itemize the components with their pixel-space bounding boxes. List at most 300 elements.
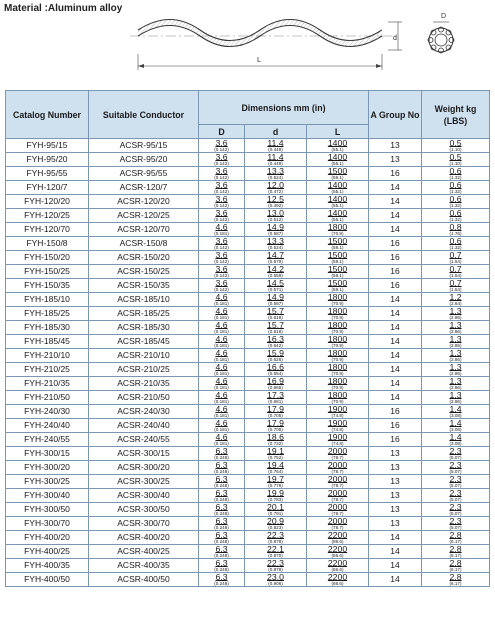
catalog-number: FYH-185/30: [6, 321, 89, 335]
dim-d-value: 20.9: [267, 516, 284, 526]
dim-L: [307, 237, 369, 251]
d-dimension-label: d: [393, 35, 397, 42]
dim-D-value: 4.6: [215, 334, 228, 344]
weight-inch: (5.07): [449, 525, 462, 530]
dim-D: [199, 503, 245, 517]
weight-value: 1.3: [449, 376, 462, 386]
dim-L: [307, 559, 369, 573]
weight: [422, 517, 490, 531]
dim-D-value: 3.6: [215, 278, 228, 288]
table-row: [6, 139, 490, 153]
dim-d-inch: (0.579): [268, 259, 283, 264]
dim-L-value: 1800: [327, 362, 348, 372]
catalog-number: FYH-240/30: [6, 405, 89, 419]
weight: [422, 461, 490, 475]
catalog-number: FYH-210/35: [6, 377, 89, 391]
dim-d: [245, 279, 307, 293]
table-row: [6, 279, 490, 293]
table-body: [6, 139, 490, 587]
conductor: ACSR-240/55: [89, 433, 199, 447]
conductor: ACSR-210/50: [89, 391, 199, 405]
specification-table: [5, 90, 490, 587]
dim-D-value: 4.6: [215, 320, 228, 330]
dim-L: [307, 349, 369, 363]
weight: [422, 335, 490, 349]
dim-D: [199, 391, 245, 405]
table-row: [6, 321, 490, 335]
catalog-number: FYH-185/45: [6, 335, 89, 349]
catalog-number: FYH-150/25: [6, 265, 89, 279]
weight-value: 0.7: [449, 278, 462, 288]
dim-D: [199, 321, 245, 335]
D-header: D: [199, 125, 245, 139]
dim-L: [307, 167, 369, 181]
dim-d-inch: (0.512): [268, 217, 283, 222]
group-number: 13: [369, 475, 422, 489]
dim-D-value: 6.3: [215, 544, 228, 554]
dim-L-inch: (74.8): [331, 413, 344, 418]
conductor: ACSR-120/70: [89, 223, 199, 237]
dim-D-inch: (0.142): [214, 273, 229, 278]
dimensions-header: Dimensions mm (in): [199, 91, 369, 125]
dim-D: [199, 489, 245, 503]
dim-D-inch: (0.248): [214, 581, 229, 586]
L-header: L: [307, 125, 369, 139]
helical-rod-drawing: [130, 10, 410, 78]
dim-d-inch: (0.776): [268, 483, 283, 488]
dim-D: [199, 237, 245, 251]
dim-d: [245, 223, 307, 237]
table-row: [6, 447, 490, 461]
dim-L-inch: (70.9): [331, 357, 344, 362]
weight-inch: (2.86): [449, 315, 462, 320]
dim-d: [245, 433, 307, 447]
weight: [422, 265, 490, 279]
weight-value: 2.3: [449, 502, 462, 512]
weight: [422, 419, 490, 433]
dim-D: [199, 377, 245, 391]
dim-D-inch: (0.181): [214, 315, 229, 320]
dim-L: [307, 251, 369, 265]
dim-d: [245, 209, 307, 223]
dim-d: [245, 545, 307, 559]
weight: [422, 321, 490, 335]
dim-L-inch: (70.9): [331, 385, 344, 390]
dim-L-value: 1400: [327, 194, 348, 204]
dim-L: [307, 517, 369, 531]
dim-d-value: 16.3: [267, 334, 284, 344]
dim-D-inch: (0.181): [214, 441, 229, 446]
dim-d-inch: (0.472): [268, 189, 283, 194]
weight-inch: (1.32): [449, 203, 462, 208]
dim-d-value: 17.9: [267, 418, 284, 428]
weight-inch: (1.76): [449, 231, 462, 236]
weight-value: 2.8: [449, 558, 462, 568]
dim-L-inch: (70.9): [331, 329, 344, 334]
dim-L-value: 2000: [327, 474, 348, 484]
dim-L-value: 2200: [327, 572, 348, 582]
dim-d-inch: (0.449): [268, 161, 283, 166]
dim-L-inch: (55.1): [331, 161, 344, 166]
catalog-number: FYH-150/35: [6, 279, 89, 293]
dim-d-value: 23.0: [267, 572, 284, 582]
group-number: 16: [369, 251, 422, 265]
dim-L-inch: (70.9): [331, 399, 344, 404]
weight-inch: (1.32): [449, 217, 462, 222]
dim-d-inch: (0.732): [268, 441, 283, 446]
dim-d-value: 16.6: [267, 362, 284, 372]
catalog-number: FYH-300/25: [6, 475, 89, 489]
catalog-number: FYH-400/50: [6, 573, 89, 587]
dim-d: [245, 447, 307, 461]
dim-L-inch: (78.7): [331, 469, 344, 474]
weight: [422, 167, 490, 181]
dim-d-inch: (0.642): [268, 343, 283, 348]
weight-inch: (2.86): [449, 329, 462, 334]
group-number: 14: [369, 335, 422, 349]
catalog-number: FYH-95/55: [6, 167, 89, 181]
weight-inch: (6.17): [449, 581, 462, 586]
dim-d: [245, 475, 307, 489]
conductor: ACSR-210/35: [89, 377, 199, 391]
weight-value: 2.3: [449, 488, 462, 498]
catalog-number: FYH-300/15: [6, 447, 89, 461]
weight-value: 0.7: [449, 250, 462, 260]
weight-value: 2.8: [449, 572, 462, 582]
catalog-number: FYH-400/35: [6, 559, 89, 573]
weight-value: 0.5: [449, 138, 462, 148]
dim-D-value: 4.6: [215, 404, 228, 414]
table-row: [6, 391, 490, 405]
weight: [422, 181, 490, 195]
dim-D: [199, 461, 245, 475]
conductor: ACSR-95/55: [89, 167, 199, 181]
group-number: 14: [369, 223, 422, 237]
dim-D-inch: (0.248): [214, 511, 229, 516]
catalog-number: FYH-240/40: [6, 419, 89, 433]
dim-D: [199, 279, 245, 293]
weight: [422, 405, 490, 419]
dim-d-value: 11.4: [267, 138, 284, 148]
dim-D-inch: (0.142): [214, 245, 229, 250]
dim-d: [245, 181, 307, 195]
dim-D-inch: (0.181): [214, 357, 229, 362]
dim-L: [307, 433, 369, 447]
weight-value: 1.3: [449, 334, 462, 344]
dim-d: [245, 377, 307, 391]
catalog-number: FYH-185/25: [6, 307, 89, 321]
dim-d-inch: (0.449): [268, 147, 283, 152]
dim-d: [245, 167, 307, 181]
dim-D: [199, 139, 245, 153]
dim-D-inch: (0.181): [214, 231, 229, 236]
weight-value: 1.4: [449, 432, 462, 442]
dim-L-value: 1500: [327, 250, 348, 260]
dim-d-inch: (0.823): [268, 525, 283, 530]
catalog-number: FYH-300/70: [6, 517, 89, 531]
dim-d-inch: (0.870): [268, 553, 283, 558]
weight: [422, 531, 490, 545]
table-row: [6, 419, 490, 433]
dim-d: [245, 531, 307, 545]
weight-inch: (2.86): [449, 343, 462, 348]
dim-D-value: 4.6: [215, 418, 228, 428]
dim-D: [199, 447, 245, 461]
table-row: [6, 335, 490, 349]
weight-value: 1.2: [449, 292, 462, 302]
group-number: 13: [369, 503, 422, 517]
dim-d-inch: (0.626): [268, 357, 283, 362]
weight-inch: (5.07): [449, 511, 462, 516]
dim-L: [307, 475, 369, 489]
table-row: [6, 377, 490, 391]
dim-L-value: 1800: [327, 390, 348, 400]
catalog-number: FYH-120/20: [6, 195, 89, 209]
dim-D: [199, 153, 245, 167]
dim-L-inch: (78.7): [331, 483, 344, 488]
weight-header: Weight kg (LBS): [422, 91, 490, 139]
conductor: ACSR-120/7: [89, 181, 199, 195]
conductor: ACSR-95/15: [89, 139, 199, 153]
table-row: [6, 503, 490, 517]
dim-L-value: 1800: [327, 320, 348, 330]
dim-d-inch: (0.783): [268, 497, 283, 502]
conductor: ACSR-185/45: [89, 335, 199, 349]
dim-d: [245, 517, 307, 531]
dim-D-inch: (0.142): [214, 259, 229, 264]
conductor: ACSR-400/35: [89, 559, 199, 573]
dim-L-inch: (70.9): [331, 371, 344, 376]
dim-L-value: 1900: [327, 418, 348, 428]
dim-L: [307, 461, 369, 475]
dim-d-value: 11.4: [267, 152, 284, 162]
table-row: [6, 265, 490, 279]
conductor: ACSR-120/25: [89, 209, 199, 223]
dim-L-inch: (86.6): [331, 539, 344, 544]
dim-d-inch: (0.681): [268, 399, 283, 404]
dim-L-inch: (78.7): [331, 511, 344, 516]
weight-value: 2.3: [449, 516, 462, 526]
conductor: ACSR-300/20: [89, 461, 199, 475]
dim-D: [199, 195, 245, 209]
conductor: ACSR-240/30: [89, 405, 199, 419]
dim-L-inch: (70.9): [331, 231, 344, 236]
dim-L-inch: (86.6): [331, 581, 344, 586]
dim-L: [307, 545, 369, 559]
dim-L-inch: (86.6): [331, 553, 344, 558]
dim-D-value: 6.3: [215, 516, 228, 526]
dim-d: [245, 503, 307, 517]
dim-D-inch: (0.181): [214, 413, 229, 418]
dim-D: [199, 209, 245, 223]
group-number: 16: [369, 279, 422, 293]
dim-L-inch: (55.1): [331, 217, 344, 222]
group-number: 14: [369, 181, 422, 195]
dim-d-value: 14.9: [267, 292, 284, 302]
table-row: [6, 363, 490, 377]
weight-inch: (2.86): [449, 399, 462, 404]
dim-L-value: 2200: [327, 544, 348, 554]
weight-inch: (6.17): [449, 539, 462, 544]
dim-d: [245, 363, 307, 377]
group-number: 14: [369, 573, 422, 587]
dim-D-value: 6.3: [215, 530, 228, 540]
conductor: ACSR-120/20: [89, 195, 199, 209]
table-row: [6, 573, 490, 587]
group-number: 16: [369, 405, 422, 419]
weight-value: 2.8: [449, 544, 462, 554]
conductor: ACSR-300/25: [89, 475, 199, 489]
dim-L: [307, 265, 369, 279]
catalog-number: FYH-120/25: [6, 209, 89, 223]
table-row: [6, 405, 490, 419]
dim-L-value: 2000: [327, 502, 348, 512]
table-row: [6, 475, 490, 489]
dim-L-value: 1800: [327, 334, 348, 344]
conductor: ACSR-150/35: [89, 279, 199, 293]
dim-D: [199, 349, 245, 363]
dim-L-value: 1900: [327, 432, 348, 442]
dim-d-value: 14.5: [267, 278, 284, 288]
weight: [422, 307, 490, 321]
weight: [422, 545, 490, 559]
dim-D-value: 3.6: [215, 180, 228, 190]
conductor: ACSR-95/20: [89, 153, 199, 167]
weight: [422, 391, 490, 405]
dim-D-value: 3.6: [215, 138, 228, 148]
dim-D-inch: (0.181): [214, 343, 229, 348]
dim-L-inch: (59.1): [331, 273, 344, 278]
group-number: 13: [369, 447, 422, 461]
dim-L-value: 1400: [327, 180, 348, 190]
weight-value: 0.6: [449, 236, 462, 246]
dim-D-value: 6.3: [215, 488, 228, 498]
dim-D-value: 6.3: [215, 460, 228, 470]
dim-D-value: 4.6: [215, 348, 228, 358]
dim-L-value: 2200: [327, 558, 348, 568]
dim-L: [307, 363, 369, 377]
weight-inch: (2.64): [449, 301, 462, 306]
weight-value: 1.3: [449, 306, 462, 316]
dim-L: [307, 195, 369, 209]
dim-d-value: 22.3: [267, 530, 284, 540]
dim-D-inch: (0.248): [214, 553, 229, 558]
catalog-number: FYH-400/20: [6, 531, 89, 545]
conductor: ACSR-300/40: [89, 489, 199, 503]
weight-value: 1.3: [449, 362, 462, 372]
weight: [422, 223, 490, 237]
weight-inch: (1.54): [449, 259, 462, 264]
group-number: 14: [369, 307, 422, 321]
catalog-number: FYH-95/20: [6, 153, 89, 167]
dim-L: [307, 335, 369, 349]
dim-D-value: 6.3: [215, 558, 228, 568]
weight: [422, 195, 490, 209]
dim-D-value: 4.6: [215, 306, 228, 316]
weight-value: 0.5: [449, 152, 462, 162]
dim-D-inch: (0.248): [214, 455, 229, 460]
dim-D-inch: (0.248): [214, 469, 229, 474]
dim-L-value: 1500: [327, 166, 348, 176]
dim-d: [245, 307, 307, 321]
dim-D-value: 3.6: [215, 166, 228, 176]
conductor-header: Suitable Conductor: [89, 91, 199, 139]
dim-d-value: 13.0: [267, 208, 284, 218]
dim-D-inch: (0.142): [214, 175, 229, 180]
dim-d-inch: (0.791): [268, 511, 283, 516]
dim-L-inch: (55.1): [331, 203, 344, 208]
dim-L-value: 2000: [327, 460, 348, 470]
dim-L-inch: (59.1): [331, 287, 344, 292]
dim-D: [199, 363, 245, 377]
catalog-number: FYH-210/25: [6, 363, 89, 377]
dim-D-value: 6.3: [215, 474, 228, 484]
weight-inch: (5.07): [449, 497, 462, 502]
weight-inch: (6.17): [449, 553, 462, 558]
dim-D-value: 3.6: [215, 264, 228, 274]
weight: [422, 475, 490, 489]
table-row: [6, 433, 490, 447]
group-number: 14: [369, 377, 422, 391]
dim-D: [199, 181, 245, 195]
weight-value: 0.6: [449, 208, 462, 218]
dim-D-inch: (0.248): [214, 539, 229, 544]
weight-value: 1.4: [449, 418, 462, 428]
dim-D-inch: (0.142): [214, 203, 229, 208]
weight: [422, 209, 490, 223]
weight-value: 2.3: [449, 474, 462, 484]
dim-D: [199, 545, 245, 559]
catalog-number: FYH-300/40: [6, 489, 89, 503]
dim-L-value: 2000: [327, 516, 348, 526]
dim-D-inch: (0.142): [214, 217, 229, 222]
dim-d-inch: (0.587): [268, 231, 283, 236]
catalog-number: FYH-150/20: [6, 251, 89, 265]
dim-d-inch: (0.618): [268, 315, 283, 320]
catalog-number: FYH-300/50: [6, 503, 89, 517]
dim-d: [245, 349, 307, 363]
group-number: 13: [369, 489, 422, 503]
dim-d: [245, 335, 307, 349]
dim-L-inch: (70.9): [331, 315, 344, 320]
catalog-number: FYH-210/10: [6, 349, 89, 363]
group-number: 13: [369, 139, 422, 153]
dim-D-value: 3.6: [215, 152, 228, 162]
weight: [422, 363, 490, 377]
dim-d: [245, 489, 307, 503]
catalog-number: FYH-300/20: [6, 461, 89, 475]
dim-L-inch: (59.1): [331, 175, 344, 180]
weight: [422, 377, 490, 391]
length-label: L: [257, 55, 262, 64]
weight: [422, 559, 490, 573]
group-number: 13: [369, 153, 422, 167]
table-row: [6, 153, 490, 167]
D-dimension-label: D: [441, 13, 447, 20]
dim-d-value: 19.4: [267, 460, 284, 470]
dim-D-inch: (0.181): [214, 301, 229, 306]
table-row: [6, 517, 490, 531]
dim-d-inch: (0.492): [268, 203, 283, 208]
table-row: [6, 251, 490, 265]
conductor: ACSR-300/50: [89, 503, 199, 517]
conductor: ACSR-150/20: [89, 251, 199, 265]
dim-d-inch: (0.618): [268, 329, 283, 334]
dim-d-inch: (0.559): [268, 273, 283, 278]
dim-d-value: 13.3: [267, 236, 284, 246]
dim-D-inch: (0.181): [214, 385, 229, 390]
weight-inch: (3.08): [449, 427, 462, 432]
